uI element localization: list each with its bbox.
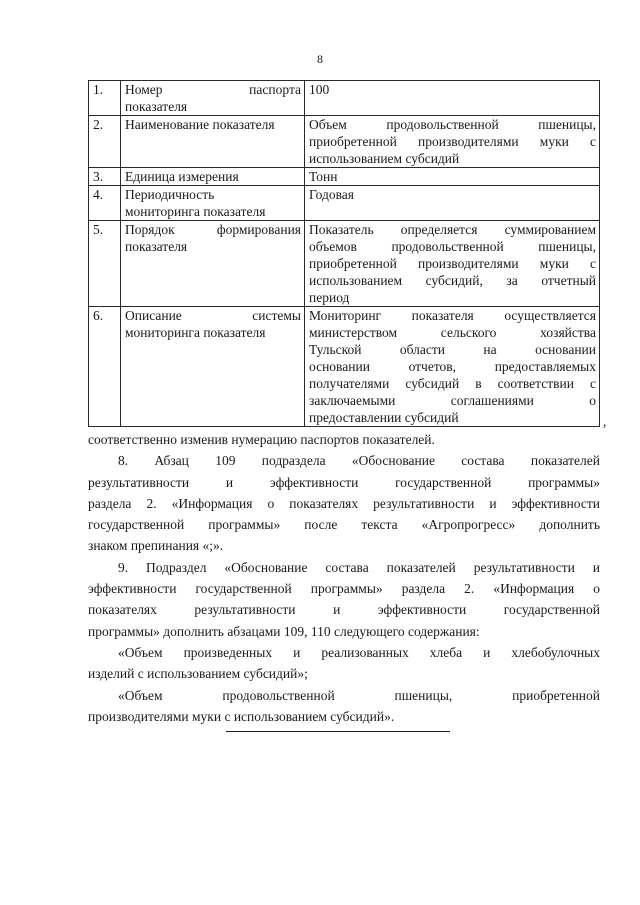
cell-line: Номер паспорта — [125, 82, 301, 97]
table-row — [89, 81, 600, 116]
text-line: 9. Подраздел «Обоснование состава показателей результативности и — [118, 559, 600, 575]
paragraph-item-8 — [88, 450, 600, 556]
cell-line: использованием субсидий, за отчетный — [309, 273, 596, 288]
table-row — [89, 221, 600, 307]
cell-line: предоставлении субсидий — [309, 410, 459, 425]
cell-line: Единица измерения — [125, 169, 239, 184]
text-line: программы» дополнить абзацами 109, 110 следующего содержания: — [88, 623, 480, 639]
cell-line: получателями субсидий в соответствии с — [309, 376, 596, 391]
text-line: результативности и эффективности государственной программы» — [88, 474, 600, 490]
quoted-paragraph-109 — [88, 642, 600, 685]
paragraph-item-9 — [88, 557, 600, 642]
row-number: 3. — [89, 168, 121, 186]
cell-line: использованием субсидий — [309, 151, 460, 166]
body-text — [88, 429, 600, 727]
cell-line: Порядок формирования — [125, 222, 301, 237]
row-name-cell — [121, 186, 305, 221]
cell-line: Периодичность — [125, 187, 215, 202]
indicator-passport-table — [88, 80, 600, 427]
cell-line: Описание системы — [125, 308, 301, 323]
row-number: 2. — [89, 116, 121, 168]
cell-line: заключаемыми соглашениями о — [309, 393, 596, 408]
cell-line: период — [309, 290, 350, 305]
row-value-cell — [305, 168, 600, 186]
cell-line: основании отчетов, предоставляемых — [309, 359, 596, 374]
row-number: 4. — [89, 186, 121, 221]
table-row — [89, 307, 600, 427]
row-name-cell — [121, 116, 305, 168]
cell-line: министерством сельского хозяйства — [309, 325, 596, 340]
text-line: государственной программы» после текста «Агропрогресс» дополнить — [88, 517, 600, 533]
cell-line: приобретенной производителями муки с — [309, 256, 596, 271]
paragraph-continuation — [88, 429, 600, 450]
text-line: раздела 2. «Информация о показателях результативности и эффективности — [88, 495, 600, 511]
row-name-cell — [121, 307, 305, 427]
text-line: соответственно изменив нумерацию паспортов показателей. — [88, 432, 435, 447]
table-row — [89, 116, 600, 168]
cell-line: приобретенной производителями муки с — [309, 134, 596, 149]
row-name-cell — [121, 221, 305, 307]
cell-line: Объем продовольственной пшеницы, — [309, 117, 596, 132]
row-name-cell — [121, 168, 305, 186]
text-line: 8. Абзац 109 подраздела «Обоснование состава показателей — [118, 453, 600, 469]
text-line: «Объем произведенных и реализованных хлеба и хлебобулочных — [118, 644, 600, 660]
row-number: 5. — [89, 221, 121, 307]
text-line: «Объем продовольственной пшеницы, приобретенной — [118, 687, 600, 703]
row-value-cell — [305, 307, 600, 427]
row-value-cell — [305, 186, 600, 221]
table-row — [89, 168, 600, 186]
text-line: показателях результативности и эффективности государственной — [88, 602, 600, 618]
table-trailing-comma: , — [603, 414, 607, 429]
cell-line: показателя — [125, 239, 188, 254]
cell-line: Тульской области на основании — [309, 342, 596, 357]
cell-line: Наименование показателя — [125, 117, 275, 132]
cell-line: 100 — [309, 82, 330, 97]
row-value-cell — [305, 81, 600, 116]
cell-line: Показатель определяется суммированием — [309, 222, 596, 237]
text-line: изделий с использованием субсидий»; — [88, 666, 308, 682]
row-value-cell — [305, 221, 600, 307]
row-number: 1. — [89, 81, 121, 116]
text-line: знаком препинания «;». — [88, 538, 224, 554]
cell-line: Тонн — [309, 169, 338, 184]
table-row — [89, 186, 600, 221]
quoted-paragraph-110 — [88, 685, 600, 728]
cell-line: мониторинга показателя — [125, 204, 266, 219]
row-name-cell — [121, 81, 305, 116]
cell-line: мониторинга показателя — [125, 325, 266, 340]
closing-separator-line — [226, 731, 450, 732]
page-number: 8 — [317, 52, 323, 66]
cell-line: объемов продовольственной пшеницы, — [309, 239, 596, 254]
row-value-cell — [305, 116, 600, 168]
text-line: производителями муки с использованием субсидий». — [88, 708, 395, 724]
row-number: 6. — [89, 307, 121, 427]
cell-line: Годовая — [309, 187, 354, 202]
text-line: эффективности государственной программы» раздела 2. «Информация о — [88, 581, 600, 597]
cell-line: Мониторинг показателя осуществляется — [309, 308, 596, 323]
cell-line: показателя — [125, 99, 188, 114]
